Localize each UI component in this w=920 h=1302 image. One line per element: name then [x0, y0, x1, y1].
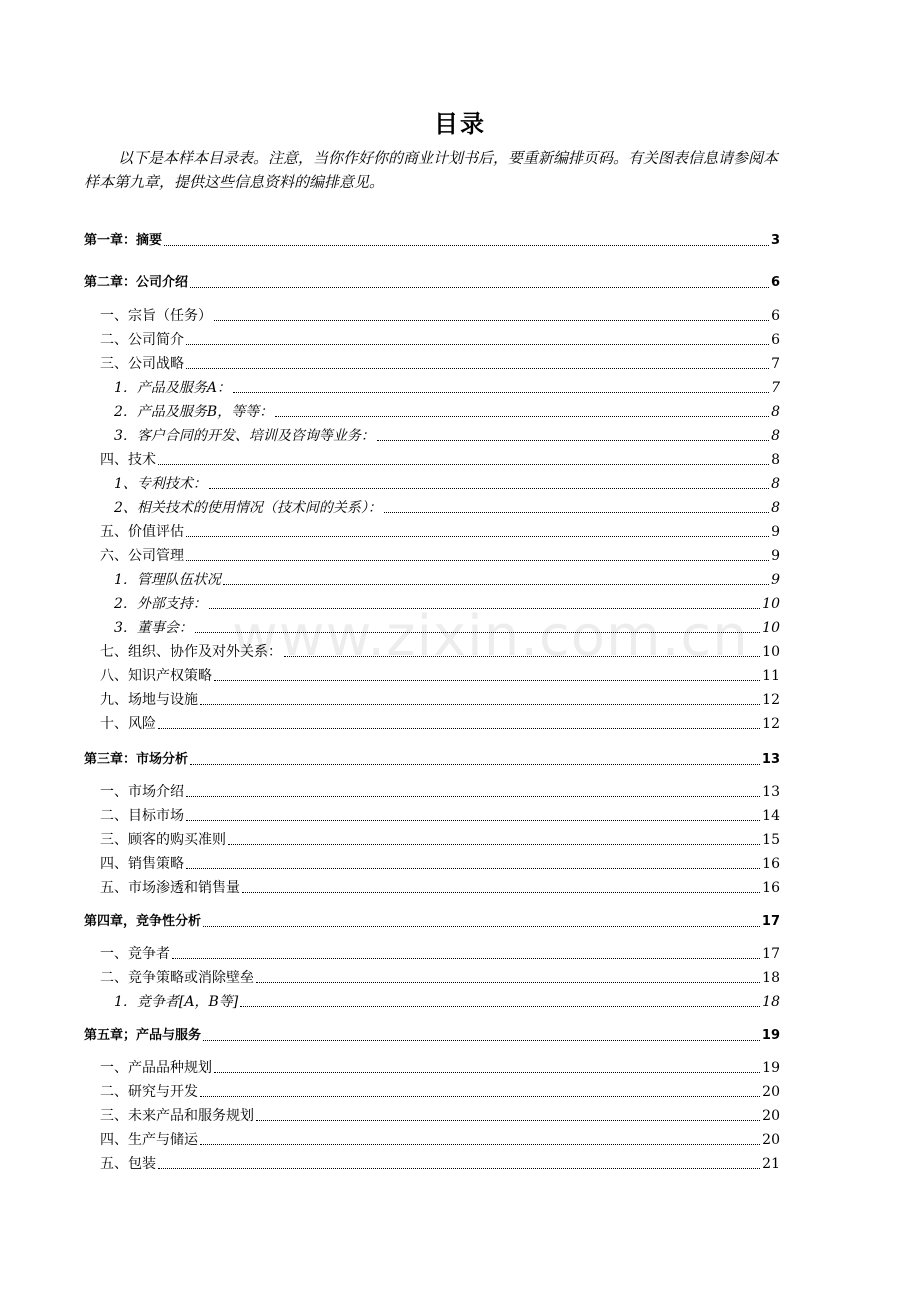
toc-entry-page-number: 21	[762, 1156, 780, 1172]
dot-leader	[186, 536, 769, 537]
toc-entry-page-number: 18	[762, 994, 780, 1010]
toc-entry-page-number: 9	[771, 524, 780, 540]
dot-leader	[200, 1096, 760, 1097]
dot-leader	[214, 1072, 760, 1073]
toc-entry-label: 四、生产与储运	[100, 1132, 198, 1148]
dot-leader	[214, 320, 769, 321]
toc-entry-page-number: 7	[771, 380, 780, 396]
toc-entry-subsection[interactable]	[84, 593, 780, 613]
toc-entry-page-number: 13	[762, 784, 780, 800]
dot-leader	[223, 584, 769, 585]
toc-entry-subsection[interactable]	[84, 569, 780, 589]
toc-entry-page-number: 18	[762, 970, 780, 986]
dot-leader	[172, 958, 760, 959]
dot-leader	[242, 892, 760, 893]
toc-entry-section[interactable]	[84, 329, 780, 349]
toc-entry-section[interactable]	[84, 781, 780, 801]
toc-entry-page-number: 12	[762, 692, 780, 708]
toc-entry-page-number: 17	[761, 914, 780, 929]
toc-entry-section[interactable]	[84, 521, 780, 541]
toc-entry-section[interactable]	[84, 545, 780, 565]
toc-entry-page-number: 20	[762, 1108, 780, 1124]
toc-entry-section[interactable]	[84, 1129, 780, 1149]
toc-entry-label: 第五章；产品与服务	[84, 1028, 202, 1043]
toc-entry-chapter[interactable]	[84, 911, 780, 931]
watermark: www.zixin.com.cn	[232, 604, 749, 669]
toc-entry-label: 3．董事会：	[114, 620, 193, 636]
toc-entry-label: 八、知识产权策略	[100, 668, 212, 684]
toc-entry-page-number: 19	[762, 1060, 780, 1076]
toc-entry-label: 五、价值评估	[100, 524, 184, 540]
dot-leader	[200, 704, 760, 705]
dot-leader	[275, 416, 769, 417]
toc-entry-page-number: 15	[762, 832, 780, 848]
toc-entry-page-number: 20	[762, 1132, 780, 1148]
toc-entry-label: 二、目标市场	[100, 808, 184, 824]
toc-entry-section[interactable]	[84, 449, 780, 469]
toc-entry-label: 四、销售策略	[100, 856, 184, 872]
dot-leader	[228, 844, 760, 845]
toc-entry-section[interactable]	[84, 829, 780, 849]
toc-entry-section[interactable]	[84, 853, 780, 873]
toc-entry-page-number: 8	[771, 476, 780, 492]
toc-entry-section[interactable]	[84, 353, 780, 373]
toc-entry-subsection[interactable]	[84, 991, 780, 1011]
toc-entry-subsection[interactable]	[84, 425, 780, 445]
page-title: 目录	[434, 110, 486, 138]
dot-leader	[158, 1168, 760, 1169]
toc-entry-label: 第二章：公司介绍	[84, 275, 189, 290]
toc-entry-label: 三、未来产品和服务规划	[100, 1108, 254, 1124]
toc-entry-label: 四、技术	[100, 452, 156, 468]
toc-entry-label: 第三章：市场分析	[84, 752, 189, 767]
toc-entry-label: 六、公司管理	[100, 548, 184, 564]
toc-entry-label: 1．产品及服务A：	[114, 380, 232, 396]
toc-entry-label: 2．产品及服务B，等等：	[114, 404, 274, 420]
toc-entry-subsection[interactable]	[84, 497, 780, 517]
toc-entry-page-number: 16	[762, 880, 780, 896]
dot-leader	[186, 368, 769, 369]
toc-entry-label: 一、市场介绍	[100, 784, 184, 800]
toc-entry-section[interactable]	[84, 877, 780, 897]
dot-leader	[186, 344, 769, 345]
dot-leader	[256, 1120, 760, 1121]
dot-leader	[209, 488, 769, 489]
toc-entry-section[interactable]	[84, 665, 780, 685]
toc-entry-section[interactable]	[84, 1105, 780, 1125]
dot-leader	[186, 820, 760, 821]
toc-entry-page-number: 6	[770, 275, 780, 290]
toc-entry-page-number: 10	[762, 620, 780, 636]
toc-entry-label: 2、相关技术的使用情况（技术间的关系）：	[114, 500, 382, 516]
toc-entry-page-number: 6	[771, 308, 780, 324]
toc-entry-section[interactable]	[84, 641, 780, 661]
dot-leader	[186, 868, 760, 869]
toc-entry-subsection[interactable]	[84, 377, 780, 397]
dot-leader	[284, 656, 760, 657]
dot-leader	[209, 608, 760, 609]
toc-entry-label: 五、包装	[100, 1156, 156, 1172]
toc-entry-chapter[interactable]	[84, 1025, 780, 1045]
toc-entry-label: 2．外部支持：	[114, 596, 207, 612]
toc-entry-page-number: 9	[771, 548, 780, 564]
toc-entry-page-number: 8	[771, 500, 780, 516]
toc-entry-page-number: 8	[771, 452, 780, 468]
toc-entry-label: 五、市场渗透和销售量	[100, 880, 240, 896]
toc-entry-section[interactable]	[84, 713, 780, 733]
toc-entry-page-number: 20	[762, 1084, 780, 1100]
toc-entry-label: 九、场地与设施	[100, 692, 198, 708]
dot-leader	[158, 464, 769, 465]
toc-entry-section[interactable]	[84, 967, 780, 987]
toc-entry-chapter[interactable]	[84, 230, 780, 250]
toc-entry-page-number: 16	[762, 856, 780, 872]
toc-entry-section[interactable]	[84, 1057, 780, 1077]
toc-entry-label: 一、宗旨（任务）	[100, 308, 212, 324]
toc-entry-chapter[interactable]	[84, 749, 780, 769]
dot-leader	[203, 926, 760, 927]
toc-entry-label: 第四章，竞争性分析	[84, 914, 202, 929]
dot-leader	[200, 1144, 760, 1145]
dot-leader	[240, 1006, 760, 1007]
toc-entry-label: 1、专利技术：	[114, 476, 207, 492]
toc-entry-page-number: 11	[762, 668, 780, 684]
toc-entry-section[interactable]	[84, 943, 780, 963]
dot-leader	[186, 560, 769, 561]
toc-entry-subsection[interactable]	[84, 473, 780, 493]
toc-entry-page-number: 12	[762, 716, 780, 732]
toc-entry-page-number: 3	[770, 233, 780, 248]
toc-entry-label: 二、竞争策略或消除壁垒	[100, 970, 254, 986]
toc-entry-label: 3．客户合同的开发、培训及咨询等业务：	[114, 428, 375, 444]
toc-entry-subsection[interactable]	[84, 617, 780, 637]
toc-entry-label: 二、研究与开发	[100, 1084, 198, 1100]
toc-entry-label: 一、产品品种规划	[100, 1060, 212, 1076]
toc-entry-label: 十、风险	[100, 716, 156, 732]
dot-leader	[203, 1040, 760, 1041]
toc-entry-label: 1．管理队伍状况	[114, 572, 221, 588]
toc-entry-label: 二、公司简介	[100, 332, 184, 348]
toc-entry-label: 1．竞争者[A，B等]	[114, 994, 239, 1010]
dot-leader	[214, 680, 760, 681]
toc-entry-label: 三、公司战略	[100, 356, 184, 372]
toc-entry-page-number: 8	[771, 428, 780, 444]
toc-entry-page-number: 6	[771, 332, 780, 348]
dot-leader	[164, 245, 769, 246]
toc-entry-page-number: 10	[762, 596, 780, 612]
toc-entry-section[interactable]	[84, 1153, 780, 1173]
dot-leader	[233, 392, 769, 393]
toc-entry-page-number: 7	[771, 356, 780, 372]
dot-leader	[384, 512, 769, 513]
toc-entry-page-number: 9	[771, 572, 780, 588]
toc-entry-section[interactable]	[84, 805, 780, 825]
toc-entry-section[interactable]	[84, 305, 780, 325]
toc-entry-page-number: 10	[762, 644, 780, 660]
dot-leader	[256, 982, 760, 983]
dot-leader	[377, 440, 769, 441]
dot-leader	[158, 728, 760, 729]
toc-entry-label: 第一章：摘要	[84, 233, 163, 248]
toc-entry-chapter[interactable]	[84, 272, 780, 292]
toc-entry-page-number: 19	[761, 1028, 780, 1043]
dot-leader	[190, 764, 760, 765]
intro-paragraph: 以下是本样本目录表。注意，当你作好你的商业计划书后，要重新编排页码。有关图表信息请参阅本样本第九章，提供这些信息资料的编排意见。	[84, 149, 779, 191]
dot-leader	[186, 796, 760, 797]
toc-entry-page-number: 13	[761, 752, 780, 767]
toc-entry-label: 一、竞争者	[100, 946, 170, 962]
toc-entry-section[interactable]	[84, 689, 780, 709]
toc-entry-subsection[interactable]	[84, 401, 780, 421]
toc-entry-page-number: 8	[771, 404, 780, 420]
dot-leader	[190, 287, 769, 288]
toc-entry-label: 七、组织、协作及对外关系：	[100, 644, 282, 660]
toc-entry-section[interactable]	[84, 1081, 780, 1101]
toc-entry-label: 三、顾客的购买准则	[100, 832, 226, 848]
toc-entry-page-number: 14	[762, 808, 780, 824]
toc-entry-page-number: 17	[762, 946, 780, 962]
dot-leader	[195, 632, 760, 633]
